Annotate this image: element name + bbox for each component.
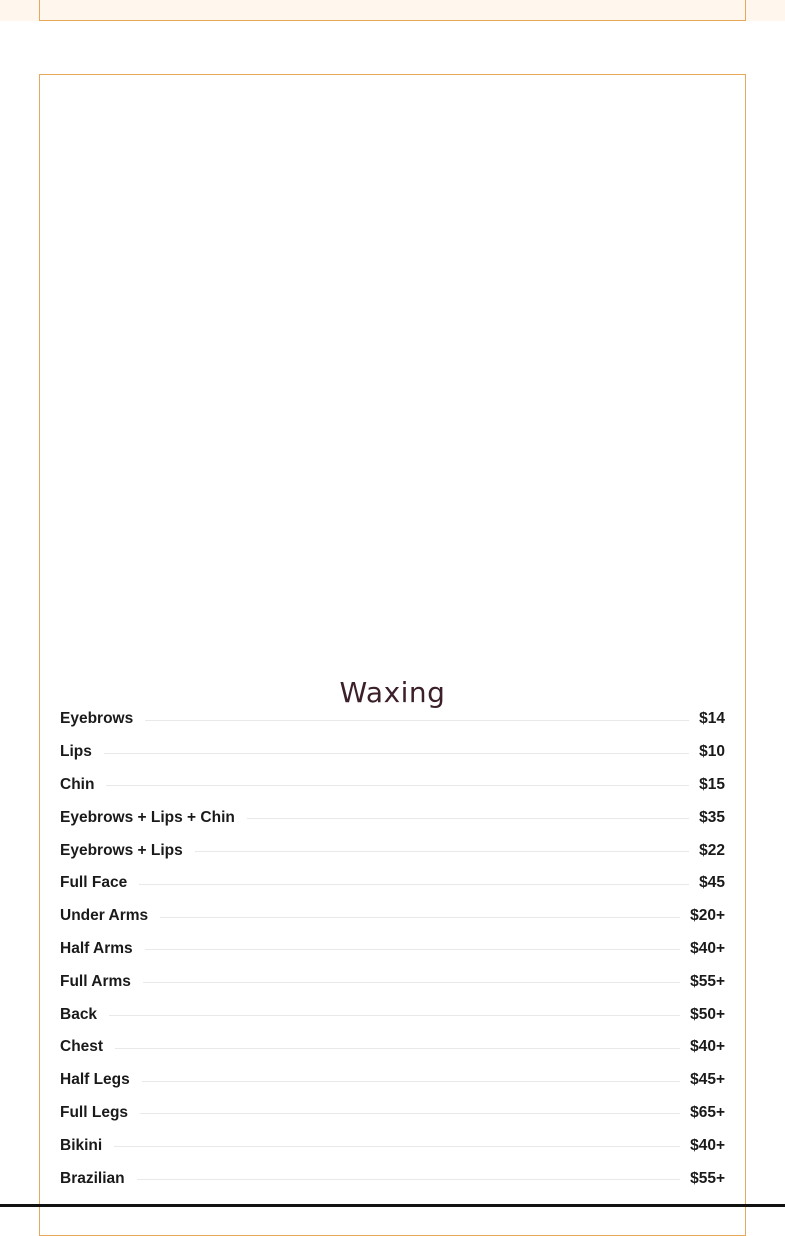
price-row bbox=[60, 834, 725, 867]
service-price: $45+ bbox=[690, 1071, 725, 1089]
service-price: $55+ bbox=[690, 972, 725, 990]
service-name: Chin bbox=[60, 775, 95, 793]
price-row bbox=[60, 736, 725, 769]
price-row bbox=[60, 933, 725, 966]
dotted-leader bbox=[114, 1146, 680, 1147]
service-price: $45 bbox=[699, 874, 725, 892]
dotted-leader bbox=[143, 982, 680, 983]
price-row bbox=[60, 1129, 725, 1162]
price-row bbox=[60, 703, 725, 736]
service-price: $15 bbox=[699, 775, 725, 793]
section-image-placeholder bbox=[40, 75, 745, 645]
service-price: $20+ bbox=[690, 907, 725, 925]
dotted-leader bbox=[145, 949, 680, 950]
service-name: Full Face bbox=[60, 874, 128, 892]
service-price: $40+ bbox=[690, 939, 725, 957]
dotted-leader bbox=[140, 1113, 680, 1114]
service-price: $55+ bbox=[690, 1169, 725, 1187]
service-price: $50+ bbox=[690, 1005, 725, 1023]
price-row bbox=[60, 1064, 725, 1097]
waxing-menu-card bbox=[39, 74, 746, 1236]
price-row bbox=[60, 965, 725, 998]
price-row bbox=[60, 1097, 725, 1130]
service-price: $22 bbox=[699, 841, 725, 859]
service-price: $14 bbox=[699, 710, 725, 728]
price-row bbox=[60, 1031, 725, 1064]
service-name: Under Arms bbox=[60, 907, 149, 925]
service-price: $40+ bbox=[690, 1038, 725, 1056]
section-title: Waxing bbox=[339, 676, 446, 710]
dotted-leader bbox=[137, 1179, 680, 1180]
service-name: Eyebrows + Lips + Chin bbox=[60, 808, 235, 826]
price-row bbox=[60, 769, 725, 802]
service-name: Bikini bbox=[60, 1136, 103, 1154]
service-name: Chest bbox=[60, 1038, 104, 1056]
service-name: Lips bbox=[60, 743, 92, 761]
service-price: $65+ bbox=[690, 1103, 725, 1121]
service-name: Full Arms bbox=[60, 972, 131, 990]
service-name: Eyebrows bbox=[60, 710, 134, 728]
service-name: Half Arms bbox=[60, 939, 133, 957]
dotted-leader bbox=[106, 785, 689, 786]
service-name: Full Legs bbox=[60, 1103, 129, 1121]
service-name: Eyebrows + Lips bbox=[60, 841, 183, 859]
dotted-leader bbox=[115, 1048, 680, 1049]
dotted-leader bbox=[195, 851, 689, 852]
dotted-leader bbox=[160, 917, 680, 918]
price-row bbox=[60, 867, 725, 900]
service-name: Half Legs bbox=[60, 1071, 130, 1089]
dotted-leader bbox=[142, 1081, 680, 1082]
price-list bbox=[60, 703, 725, 1195]
price-row bbox=[60, 801, 725, 834]
service-price: $40+ bbox=[690, 1136, 725, 1154]
service-price: $35 bbox=[699, 808, 725, 826]
dotted-leader bbox=[139, 884, 689, 885]
dotted-leader bbox=[247, 818, 689, 819]
dotted-leader bbox=[109, 1015, 680, 1016]
service-price: $10 bbox=[699, 743, 725, 761]
dotted-leader bbox=[104, 753, 689, 754]
price-row bbox=[60, 900, 725, 933]
service-name: Back bbox=[60, 1005, 98, 1023]
price-row bbox=[60, 998, 725, 1031]
price-row bbox=[60, 1162, 725, 1195]
previous-card-bottom bbox=[39, 0, 746, 21]
service-name: Brazilian bbox=[60, 1169, 125, 1187]
dotted-leader bbox=[145, 720, 689, 721]
